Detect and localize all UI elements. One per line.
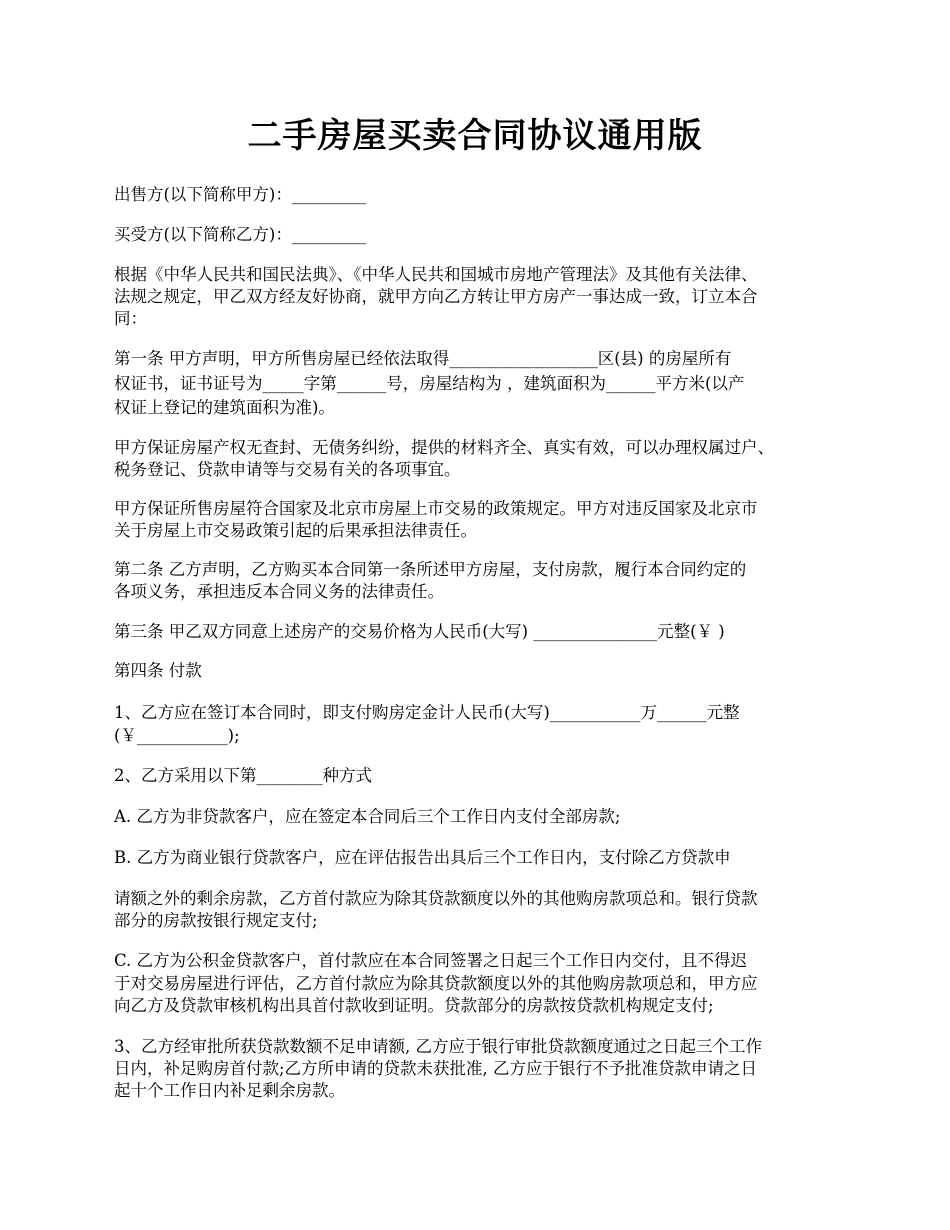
payment-3-line: 起十个工作日内补足剩余房款。 bbox=[114, 1081, 345, 1100]
option-c-line: C. 乙方为公积金贷款客户，首付款应在本合同签署之日起三个工作日内交付，且不得迟 bbox=[114, 951, 748, 970]
payment-2-line: 2、乙方采用以下第________种方式 bbox=[114, 766, 372, 785]
document-title: 二手房屋买卖合同协议通用版 bbox=[247, 116, 703, 156]
guarantee-1-line: 税务登记、贷款申请等与交易有关的各项事宜。 bbox=[114, 460, 461, 479]
payment-3-line: 3、乙方经审批所获贷款数额不足申请额, 乙方应于银行审批贷款额度通过之日起三个工作 bbox=[114, 1037, 762, 1056]
option-b-line: B. 乙方为商业银行贷款客户，应在评估报告出具后三个工作日内，支付除乙方贷款申 bbox=[114, 848, 731, 867]
article-4-heading: 第四条 付款 bbox=[114, 661, 202, 680]
option-b-line: 部分的房款按银行规定支付; bbox=[114, 911, 318, 930]
payment-3-line: 日内，补足购房首付款;乙方所申请的贷款未获批准, 乙方应于银行不予批准贷款申请之日 bbox=[114, 1059, 758, 1078]
article-2-line: 第二条 乙方声明，乙方购买本合同第一条所述甲方房屋，支付房款，履行本合同约定的 bbox=[114, 560, 747, 579]
option-b-line: 请额之外的剩余房款，乙方首付款应为除其贷款额度以外的其他购房款项总和。银行贷款 bbox=[114, 889, 758, 908]
preamble-line: 根据《中华人民共和国民法典》、《中华人民共和国城市房地产管理法》及其他有关法律、 bbox=[114, 265, 758, 284]
preamble-line: 法规之规定，甲乙双方经友好协商，就甲方向乙方转让甲方房产一事达成一致，订立本合 bbox=[114, 287, 758, 306]
article-3-line: 第三条 甲乙双方同意上述房产的交易价格为人民币(大写) _______________元整(￥ ) bbox=[114, 622, 725, 641]
article-2-line: 各项义务，承担违反本合同义务的法律责任。 bbox=[114, 582, 444, 601]
article-1-line: 第一条 甲方声明，甲方所售房屋已经依法取得__________________区(县) 的房屋所有 bbox=[114, 349, 732, 368]
payment-1-line: 1、乙方应在签订本合同时，即支付购房定金计人民币(大写)___________万______元整 bbox=[114, 703, 740, 722]
option-a-line: A. 乙方为非贷款客户，应在签定本合同后三个工作日内支付全部房款; bbox=[114, 807, 621, 826]
buyer-line: 买受方(以下简称乙方)：_________ bbox=[114, 225, 367, 244]
option-c-line: 向乙方及贷款审核机构出具首付款收到证明。贷款部分的房款按贷款机构规定支付; bbox=[114, 996, 714, 1015]
guarantee-1-line: 甲方保证房屋产权无查封、无债务纠纷，提供的材料齐全、真实有效，可以办理权属过户、 bbox=[114, 438, 774, 457]
preamble-line: 同： bbox=[114, 309, 147, 328]
seller-line: 出售方(以下简称甲方)：_________ bbox=[114, 185, 367, 204]
guarantee-2-line: 甲方保证所售房屋符合国家及北京市房屋上市交易的政策规定。甲方对违反国家及北京市 bbox=[114, 499, 758, 518]
option-c-line: 于对交易房屋进行评估，乙方首付款应为除其贷款额度以外的其他购房款项总和，甲方应 bbox=[114, 974, 758, 993]
payment-1-line: (￥___________); bbox=[114, 726, 240, 745]
article-1-line: 权证上登记的建筑面积为准)。 bbox=[114, 398, 335, 417]
guarantee-2-line: 关于房屋上市交易政策引起的后果承担法律责任。 bbox=[114, 521, 477, 540]
article-1-line: 权证书，证书证号为_____字第______号，房屋结构为 ，建筑面积为______平方米(以产 bbox=[114, 374, 745, 393]
